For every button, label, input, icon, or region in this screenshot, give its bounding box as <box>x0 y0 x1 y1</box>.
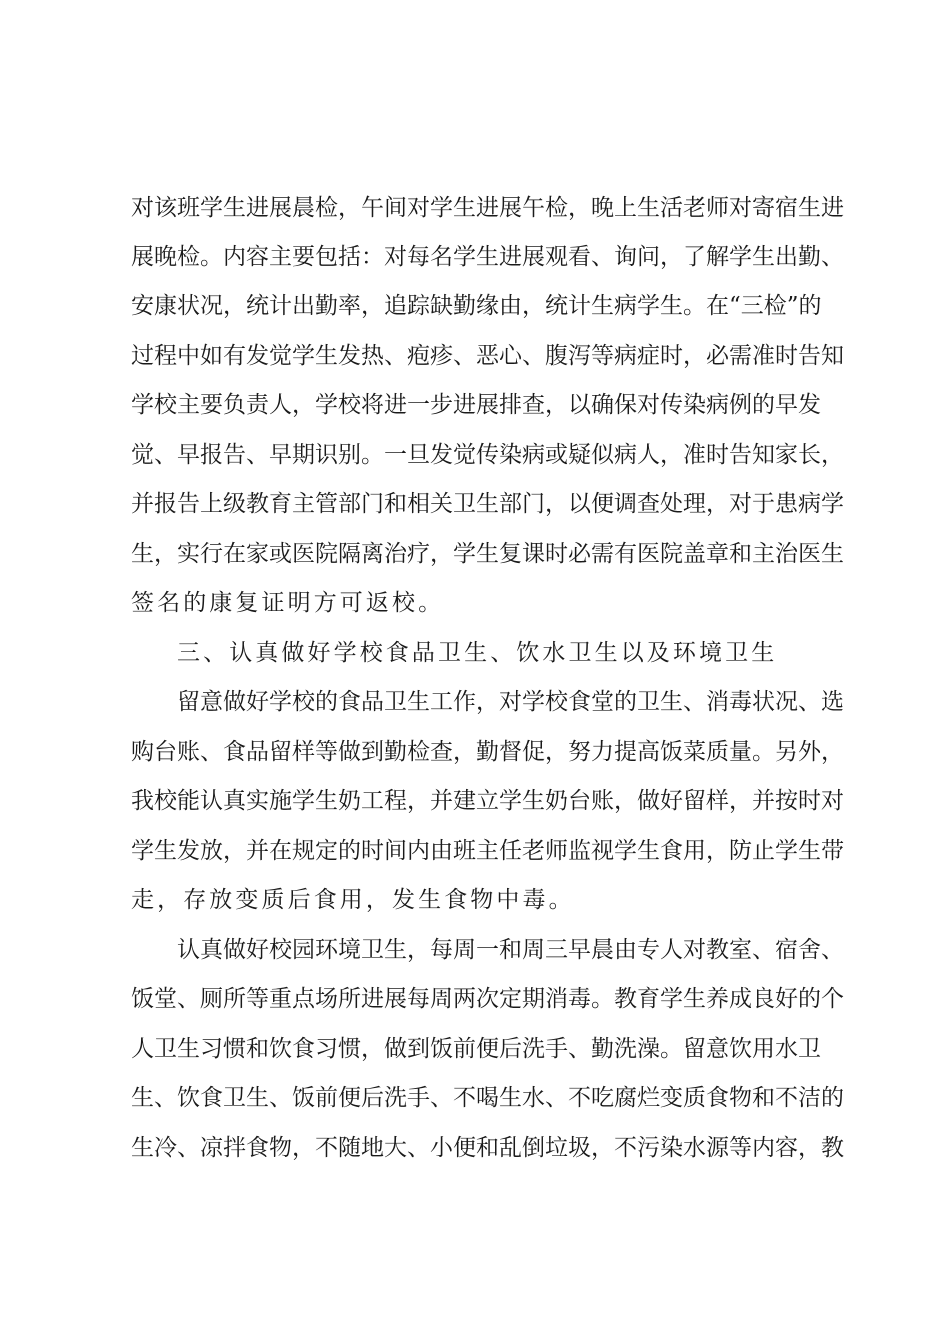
text-line: 觉、早报告、早期识别。一旦发觉传染病或疑似病人，准时告知家长， <box>131 442 844 468</box>
text-line: 生、饮食卫生、饭前便后洗手、不喝生水、不吃腐烂变质食物和不洁的 <box>131 1085 844 1111</box>
text-line: 留意做好学校的食品卫生工作，对学校食堂的卫生、消毒状况、选 <box>177 689 844 715</box>
text-line: 学校主要负责人，学校将进一步进展排查，以确保对传染病例的早发 <box>131 392 821 418</box>
text-line: 并报告上级教育主管部门和相关卫生部门，以便调查处理，对于患病学 <box>131 491 844 517</box>
text-line: 走，存放变质后食用，发生食物中毒。 <box>131 887 575 913</box>
text-line: 过程中如有发觉学生发热、疱疹、恶心、腹泻等病症时，必需准时告知 <box>131 343 844 369</box>
text-line: 人卫生习惯和饮食习惯，做到饭前便后洗手、勤洗澡。留意饮用水卫 <box>131 1036 821 1062</box>
text-line: 签名的康复证明方可返校。 <box>131 590 445 616</box>
text-line: 展晚检。内容主要包括：对每名学生进展观看、询问，了解学生出勤、 <box>131 244 844 270</box>
text-line: 对该班学生进展晨检，午间对学生进展午检，晚上生活老师对寄宿生进 <box>131 195 844 221</box>
text-line: 购台账、食品留样等做到勤检查，勤督促，努力提高饭菜质量。另外， <box>131 739 844 765</box>
text-line: 认真做好校园环境卫生，每周一和周三早晨由专人对教室、宿舍、 <box>177 937 844 963</box>
text-line: 学生发放，并在规定的时间内由班主任老师监视学生食用，防止学生带 <box>131 838 844 864</box>
text-line: 安康状况，统计出勤率，追踪缺勤缘由，统计生病学生。在“三检”的 <box>131 293 822 319</box>
text-line: 生，实行在家或医院隔离治疗，学生复课时必需有医院盖章和主治医生 <box>131 541 844 567</box>
text-line: 生冷、凉拌食物，不随地大、小便和乱倒垃圾，不污染水源等内容，教 <box>131 1135 844 1161</box>
text-line: 饭堂、厕所等重点场所进展每周两次定期消毒。教育学生养成良好的个 <box>131 986 844 1012</box>
text-line: 我校能认真实施学生奶工程，并建立学生奶台账，做好留样，并按时对 <box>131 788 844 814</box>
section-heading: 三、认真做好学校食品卫生、饮水卫生以及环境卫生 <box>177 640 778 666</box>
